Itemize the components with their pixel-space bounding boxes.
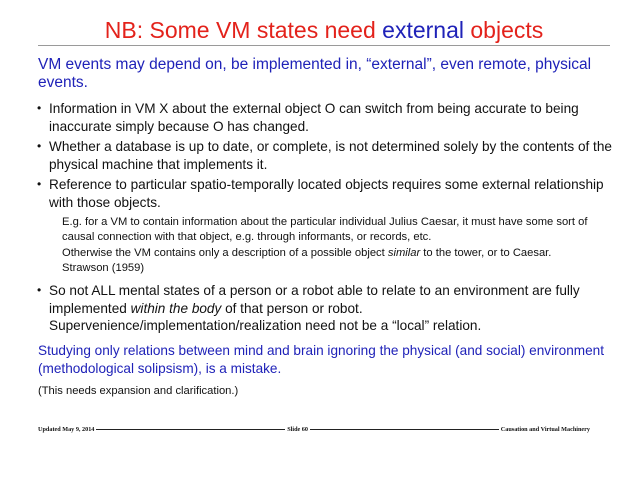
note-text: (This needs expansion and clarification.) [38,385,239,397]
example-otherwise [62,246,602,275]
footer-rule-left [96,429,285,430]
bullet-3-symbol: • [37,177,42,191]
example-caesar: E.g. for a VM to contain information about the particular individual Julius Caesar, it must have some sort of causal connection with that object, e.g. through informants, or records, etc. [62,216,588,243]
bullet-2 [37,138,617,173]
conclusion-text: Studying only relations between mind and brain ignoring the physical (and social) environment (methodological solipsism), is a mistake. [38,343,604,376]
example-otherwise-part-2: to the tower, or to Caesar. [420,247,552,259]
footer-rule-right [310,429,499,430]
bullet-3-text: Reference to particular spatio-temporally located objects requires some external relationship with those objects. [49,177,604,210]
bullet-4-symbol: • [37,283,42,297]
intro-text: VM events may depend on, be implemented in, “external”, even remote, physical events. [38,56,592,91]
slide-title [38,16,610,44]
footer-updated: Updated May 9, 2014 [38,425,95,433]
bullet-4-line-2: Supervenience/implementation/realization need not be a “local” relation. [49,318,482,333]
bullet-4 [37,282,617,335]
example-otherwise-part-1: Otherwise the VM contains only a description of a possible object [62,247,388,259]
footer-slide-number: Slide 60 [287,425,308,433]
footer-title: Causation and Virtual Machinery [500,425,591,433]
bullet-1-symbol: • [37,101,42,115]
bullet-4-part-1: So not ALL mental states of a person or a robot able to relate to an environment are fully implemented [49,283,580,316]
title-divider [38,45,610,46]
bullet-4-part-2: of that person or robot. [221,300,363,316]
bullet-4-text [37,282,617,335]
example-otherwise-emphasis: similar [387,247,421,259]
bullet-1-text: Information in VM X about the external object O can switch from being accurate to being inaccurate simply because O has changed. [49,101,579,134]
slide-footer [38,423,590,435]
bullet-2-symbol: • [37,139,42,153]
citation: Strawson (1959) [62,261,145,274]
title-highlight: external [382,17,464,43]
title-part-1: NB: Some VM states need [104,17,383,43]
bullet-3 [37,176,617,211]
bullet-2-text: Whether a database is up to date, or complete, is not determined solely by the contents of the physical machine that implements it. [49,139,612,172]
bullet-1 [37,100,617,135]
bullet-4-emphasis: within the body [130,300,222,316]
title-part-2: objects [463,17,544,43]
